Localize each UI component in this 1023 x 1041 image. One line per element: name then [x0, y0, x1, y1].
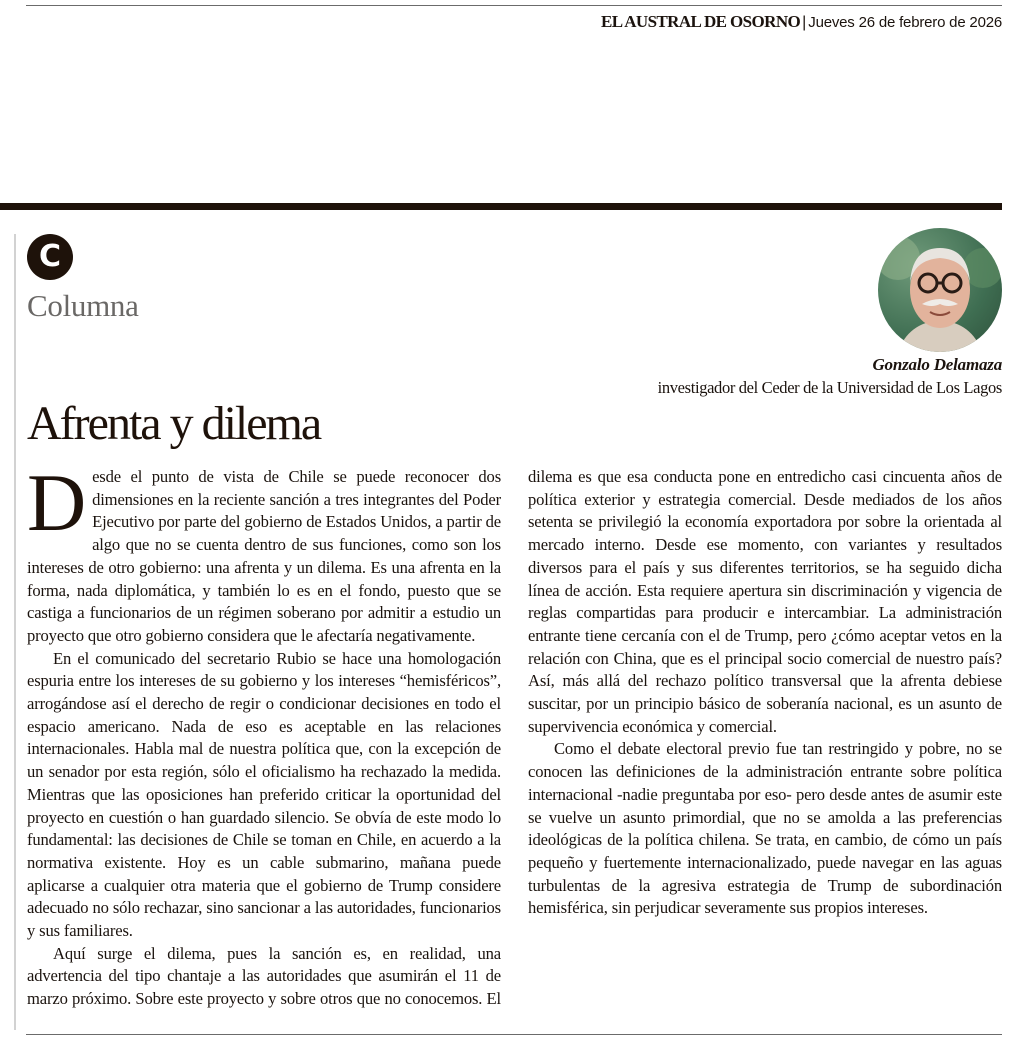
author-role: investigador del Ceder de la Universidad de Los Lagos	[657, 378, 1002, 397]
author-photo	[878, 228, 1002, 352]
publication-date: Jueves 26 de febrero de 2026	[808, 14, 1002, 31]
paragraph: Aquí surge el dilema, pues la sanción es, en realidad, una advertencia del tipo chantaje a las autoridades que asumirán el 11 de marzo próximo. Sobre este proyecto y sobre otros que no conocemos. El dilema es que esa conducta pone en entredicho casi cincuenta años de política exterior y estrategia comercial. Desde mediados de los años setenta se privilegió la economía exportadora por sobre la orientada al mercado interno. Desde ese momento, con variantes y resultados diversos para el país y sus diferentes territorios, se ha seguido dicha línea de acción. Esta requiere apertura sin discriminación y vigencia de reglas compartidas para producir e intercambiar. La administración entrante tiene cercanía con el de Trump, pero ¿cómo aceptar vetos en la relación con China, que es el principal socio comercial de nuestro país? Así, más allá del rechazo político transversal que la afrenta debiese suscitar, por un principio básico de soberanía nacional, es un asunto de supervivencia económica y comercial.	[27, 467, 1002, 1009]
article-body	[27, 457, 1002, 1026]
top-rule	[26, 5, 1002, 6]
paragraph-text: esde el punto de vista de Chile se puede reconocer dos dimensiones en la reciente sanción a tres integrantes del Poder Ejecutivo por parte del gobierno de Estados Unidos, a partir de algo que no se cuenta dentro de sus funciones, como son los intereses de otro gobierno: una afrenta y un dilema. Es una afrenta en la forma, nada diplomática, y también lo es en el fondo, puesto que se castiga a funcionarios de un régimen soberano por admitir a estudio un proyecto que otro gobierno considera que le afectaría negativamente.	[27, 467, 501, 645]
column-badge-icon: C	[27, 234, 73, 280]
author-name: Gonzalo Delamaza	[872, 355, 1002, 374]
masthead-separator: |	[802, 14, 807, 31]
paragraph: En el comunicado del secretario Rubio se hace una homologación espuria entre los intereses de su gobierno y los intereses “hemisféricos”, arrogándose así el derecho de regir o condicionar decisiones en todo el espacio americano. Nada de eso es aceptable en las relaciones internacionales. Habla mal de nuestra política que, con la excepción de un senador por esta región, sólo el oficialismo ha rechazado la medida. Mientras que las oposiciones han preferido criticar la oportunidad del proyecto en cuestión o han guardado silencio. Se obvía de este modo lo fundamental: las decisiones de Chile se toman en Chile, en acuerdo a la normativa existente. Hoy es un cable submarino, mañana puede aplicarse a cualquier otra materia que el gobierno de Trump considere adecuado no sólo rechazar, sino sancionar a las autoridades, funcionarios y sus familiares.	[27, 648, 501, 941]
column-side-rule	[14, 234, 16, 1030]
paragraph	[27, 457, 501, 648]
headline: Afrenta y dilema	[27, 397, 321, 450]
section-divider	[0, 203, 1002, 210]
masthead	[601, 12, 1002, 33]
newspaper-name: EL AUSTRAL DE OSORNO	[600, 12, 801, 31]
section-label: Columna	[27, 288, 139, 323]
bottom-rule	[26, 1034, 1002, 1035]
paragraph: Como el debate electoral previo fue tan restringido y pobre, no se conocen las definiciones de la administración entrante sobre política internacional -nadie preguntaba por eso- pero desde antes de asumir este se vuelve un asunto primordial, que no se amolda a las preferencias ideológicas de la política chilena. Se trata, en cambio, de cómo un país pequeño y fuertemente internacionalizado, puede navegar en las aguas turbulentas de la agresiva estrategia de Trump de subordinación hemisférica, sin perjudicar severamente sus propios intereses.	[528, 739, 1002, 918]
drop-cap: D	[27, 457, 87, 548]
author-portrait-icon	[878, 228, 1002, 352]
